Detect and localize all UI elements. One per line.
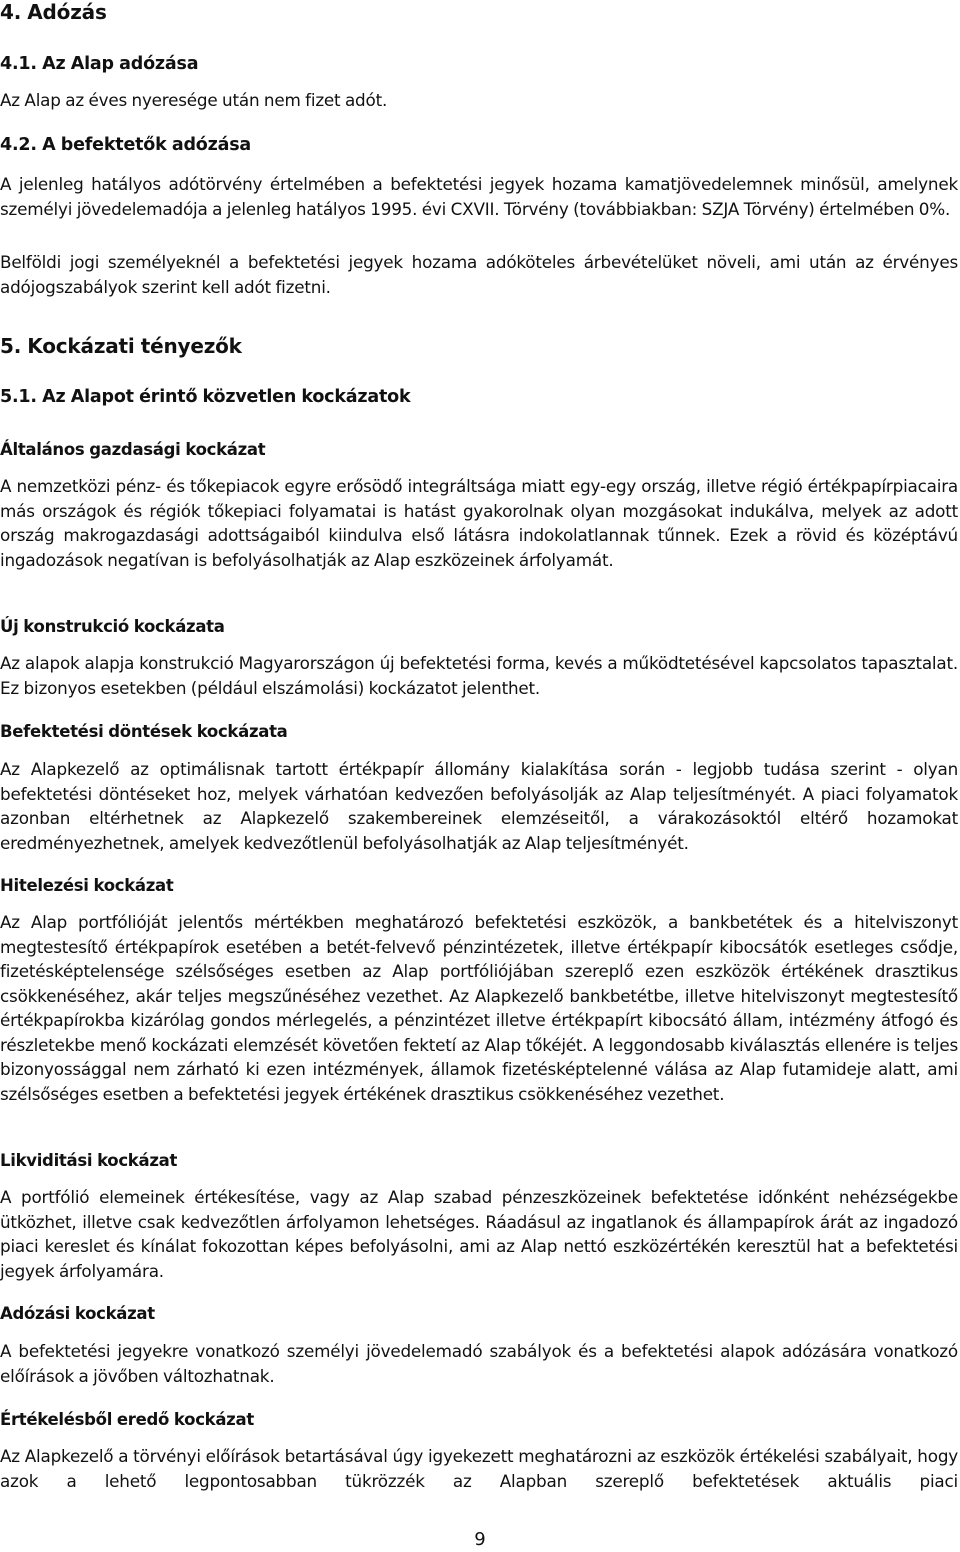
risk-new-construction-heading: Új konstrukció kockázata bbox=[0, 617, 225, 636]
section-4-2-heading: 4.2. A befektetők adózása bbox=[0, 135, 252, 155]
risk-general-economic-heading: Általános gazdasági kockázat bbox=[0, 440, 266, 459]
risk-investment-decisions-paragraph: Az Alapkezelő az optimálisnak tartott értékpapír állomány kialakítása során - legjobb tudása szerint - olyan befektetési döntéseket hoz, melyek várhatóan kedvezően befolyásolják az Alap teljesítményét. A piaci folyamatok azonban eltérhetnek az Alapkezelő szakembereinek elemzéseitől, a várakozásoktól eltérő hozamokat eredményezhetnek, amelyek kedvezőtlenül befolyásolhatják az Alap teljesítményét. bbox=[0, 759, 958, 853]
risk-credit-paragraph: Az Alap portfólióját jelentős mértékben meghatározó befektetési eszközök, a bankbetétek és a hitelviszonyt megtestesítő értékpapírok esetében a betét-felvevő pénzintézetek, illetve értékpapír kibocsátók esetleges csődje, fizetésképtelensége szélsőséges esetben az Alap portfóliójában szereplő ezen eszközök értékének drasztikus csökkenéséhez, akár teljes megszűnéséhez vezethet. Az Alapkezelő bankbetétbe, illetve hitelviszonyt megtestesítő értékpapírokba kizárólag gondos mérlegelés, a pénzintézet illetve értékpapírt kibocsátó állam, intézmény átfogó és részletekbe menő kockázati elemzését követően fektetí az Alap tőkéjét. A leggondosabb kiválasztás ellenére is teljes bizonyossággal nem zárható ki ezen intézmények, államok fizetésképtelenné válása az Alap futamideje alatt, ami szélsőséges esetben a befektetési jegyek értékének drasztikus csökkenéséhez vezethet. bbox=[0, 912, 958, 1104]
risk-credit-heading: Hitelezési kockázat bbox=[0, 876, 174, 895]
risk-valuation-heading: Értékelésből eredő kockázat bbox=[0, 1410, 254, 1429]
section-4-1-heading: 4.1. Az Alap adózása bbox=[0, 54, 199, 74]
risk-general-economic-paragraph: A nemzetközi pénz- és tőkepiacok egyre erősödő integráltsága miatt egy-egy ország, illetve régió értékpapírpiacaira más országok és régiók tőkepiaci folyamatai is hatást gyakorolnak olyan mozgásokat indukálva, melyek az adott ország makrogazdasági adottságaiból kiindulva első látásra indokolatlannak tűnnek. Ezek a rövid és középtávú ingadozások negatívan is befolyásolhatják az Alap eszközeinek árfolyamát. bbox=[0, 476, 958, 570]
section-5-heading: 5. Kockázati tényezők bbox=[0, 334, 242, 358]
section-4-1-paragraph: Az Alap az éves nyeresége után nem fizet adót. bbox=[0, 90, 388, 110]
section-5-1-heading: 5.1. Az Alapot érintő közvetlen kockázatok bbox=[0, 387, 411, 407]
page-number: 9 bbox=[474, 1529, 486, 1550]
risk-taxation-paragraph: A befektetési jegyekre vonatkozó személyi jövedelemadó szabályok és a befektetési alapok adózására vonatkozó előírások a jövőben változhatnak. bbox=[0, 1341, 958, 1386]
risk-new-construction-paragraph: Az alapok alapja konstrukció Magyarországon új befektetési forma, kevés a működtetésével kapcsolatos tapasztalat. Ez bizonyos esetekben (például elszámolási) kockázatot jelenthet. bbox=[0, 653, 958, 698]
risk-liquidity-paragraph: A portfólió elemeinek értékesítése, vagy az Alap szabad pénzeszközeinek befektetése időnként nehézségekbe ütközhet, illetve csak kedvezőtlen árfolyamon lehetséges. Ráadásul az ingatlanok és állampapírok árát az ingadozó piaci kereslet és kínálat fokozottan képes befolyásolni, ami az Alap nettó eszközértékén keresztül hat a befektetési jegyek árfolyamára. bbox=[0, 1187, 958, 1281]
risk-valuation-paragraph: Az Alapkezelő a törvényi előírások betartásával úgy igyekezett meghatározni az eszközök értékelési szabályait, hogy azok a lehető legpontosabban tükrözzék az Alapban szereplő befektetések aktuális piaci bbox=[0, 1446, 958, 1491]
risk-taxation-heading: Adózási kockázat bbox=[0, 1304, 155, 1323]
risk-liquidity-heading: Likviditási kockázat bbox=[0, 1151, 178, 1170]
risk-investment-decisions-heading: Befektetési döntések kockázata bbox=[0, 722, 288, 741]
section-4-2-paragraph-2: Belföldi jogi személyeknél a befektetési jegyek hozama adóköteles árbevételüket növeli, ami után az érvényes adójogszabályok szerint kell adót fizetni. bbox=[0, 252, 958, 297]
section-4-2-paragraph-1: A jelenleg hatályos adótörvény értelmében a befektetési jegyek hozama kamatjövedelemnek minősül, amelynek személyi jövedelemadója a jelenleg hatályos 1995. évi CXVII. Törvény (továbbiakban: SZJA Törvény) értelmében 0%. bbox=[0, 174, 958, 219]
section-4-heading: 4. Adózás bbox=[0, 0, 107, 24]
